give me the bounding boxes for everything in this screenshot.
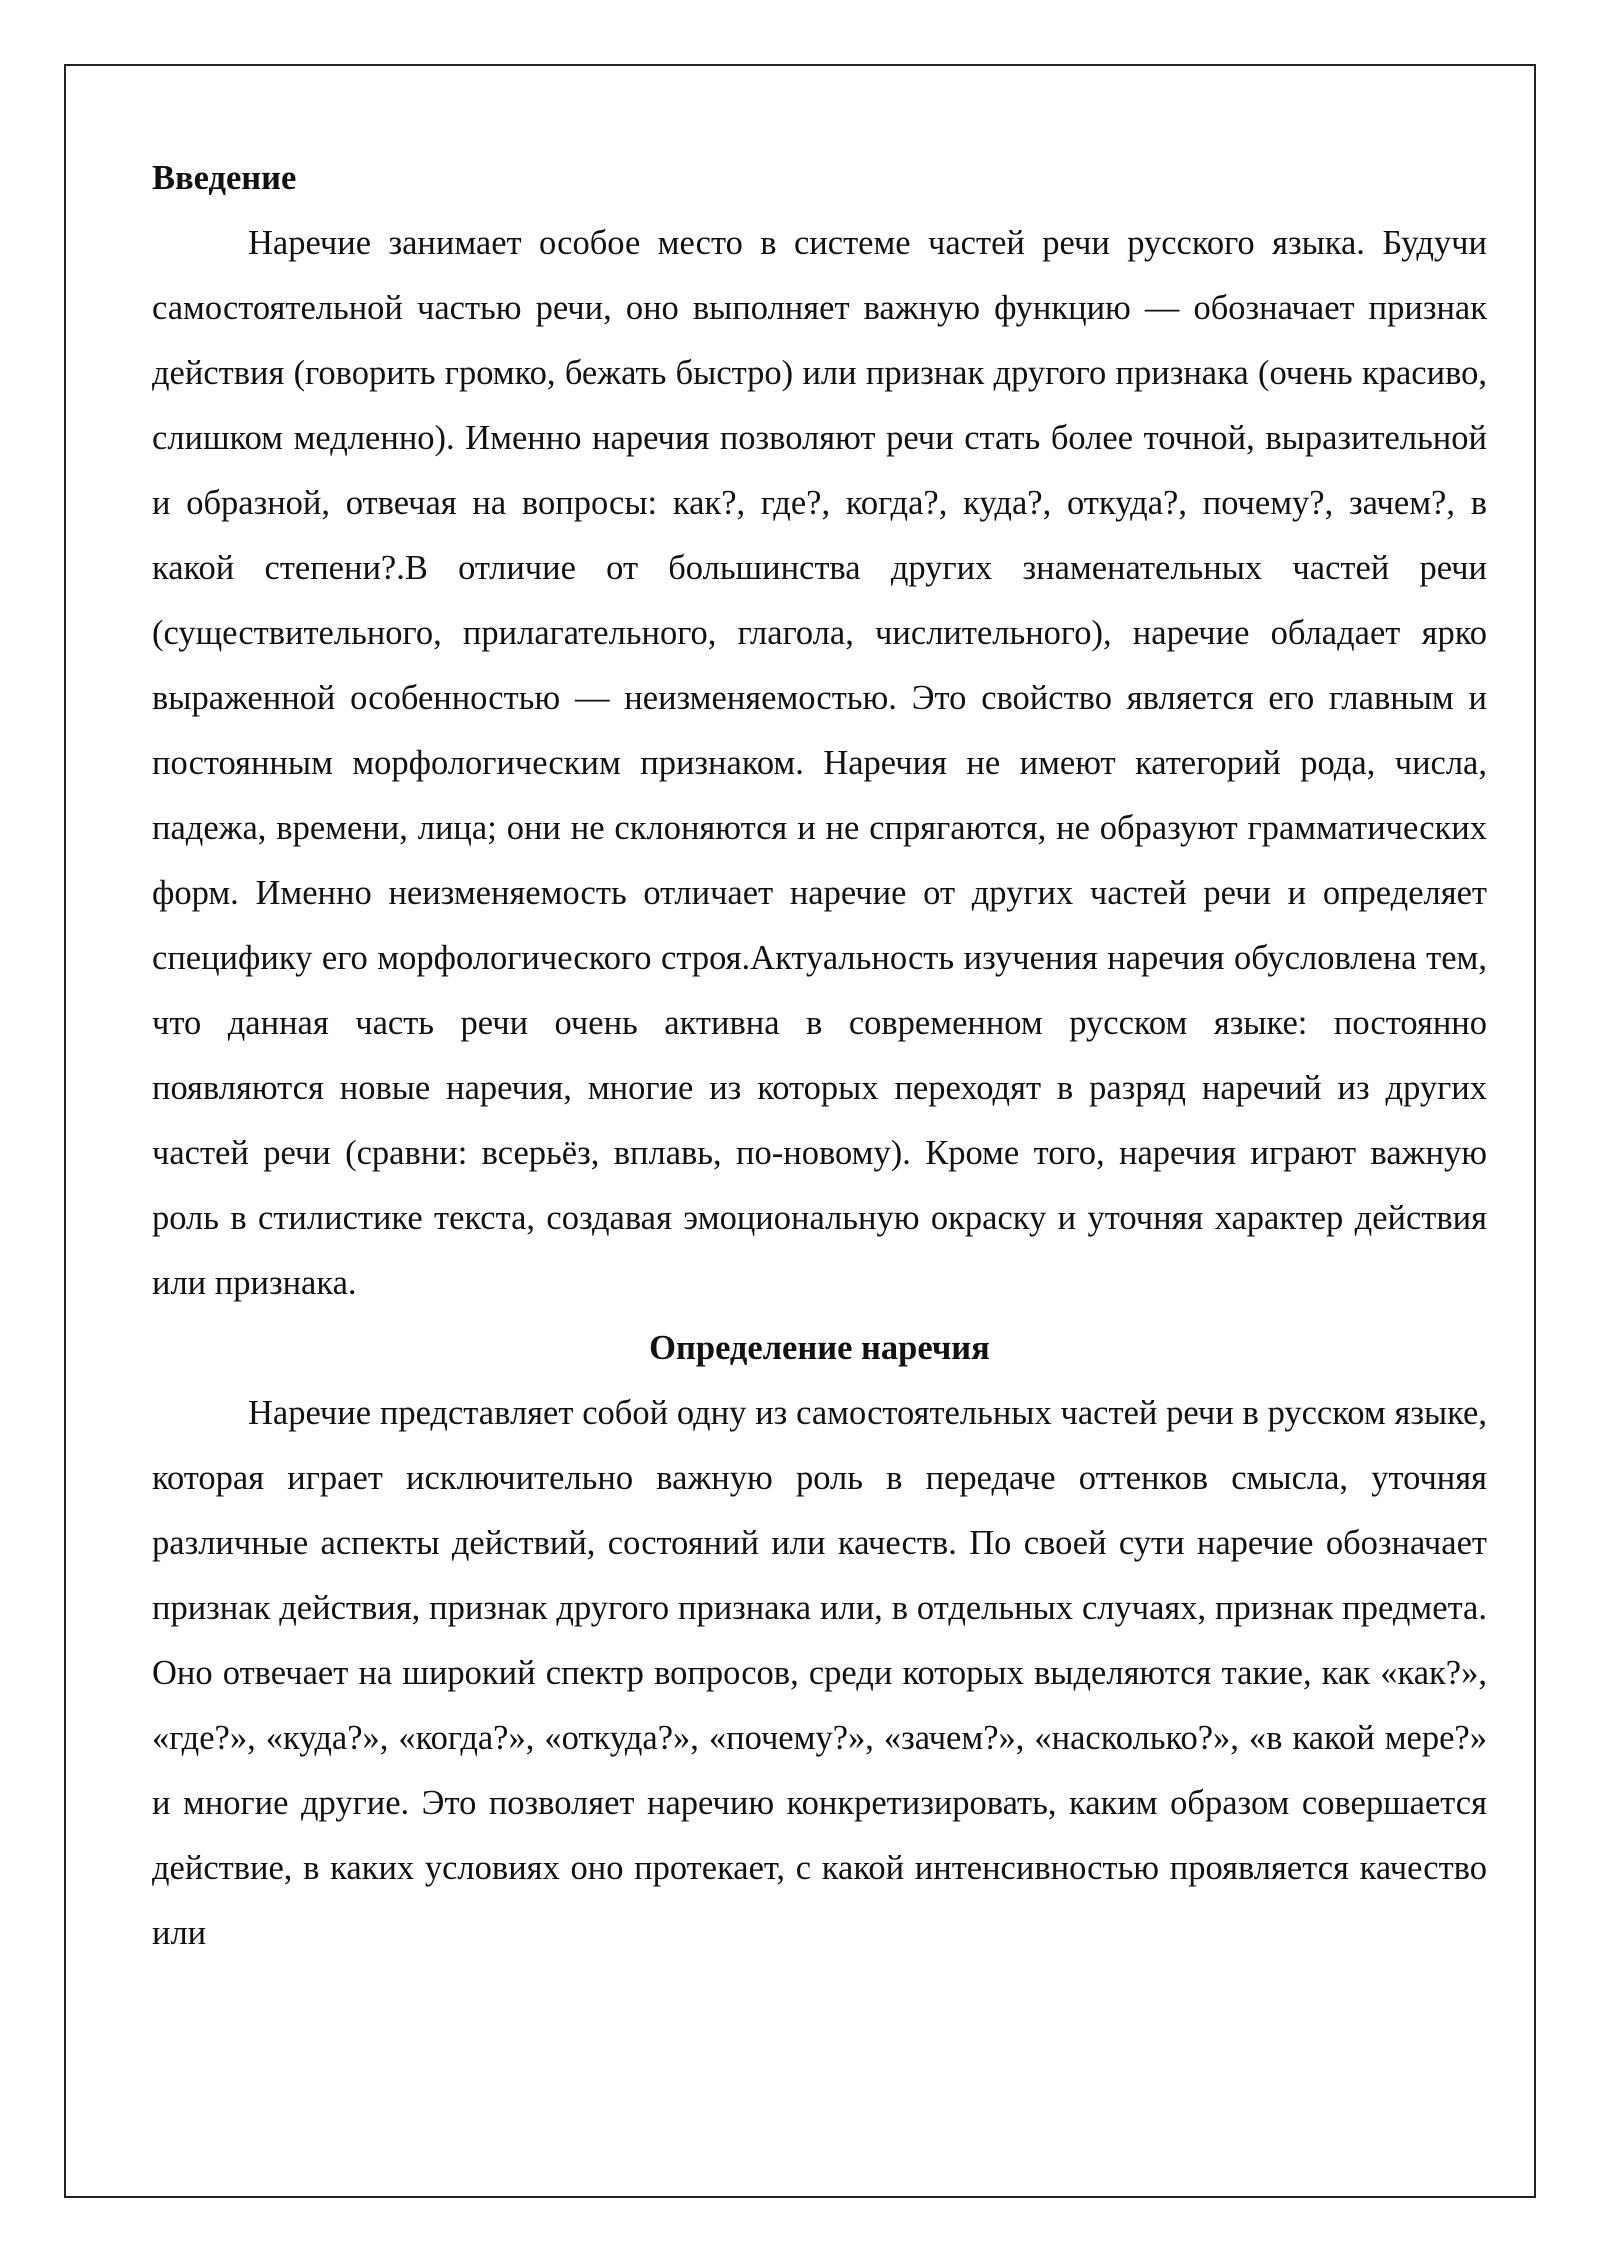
heading-introduction: Введение: [152, 159, 297, 197]
paragraph-introduction: Наречие занимает особое место в системе частей речи русского языка. Будучи самостоятельной частью речи, оно выполняет важную функцию — обозначает признак действия (говорить громко, бежать быстро) или признак другого признака (очень красиво, слишком медленно). Именно наречия позволяют речи стать более точной, выразительной и образной, отвечая на вопросы: как?, где?, когда?, куда?, откуда?, почему?, зачем?, в какой степени?.В отличие от большинства других знаменательных частей речи (существительного, прилагательного, глагола, числительного), наречие обладает ярко выраженной особенностью — неизменяемостью. Это свойство является его главным и постоянным морфологическим признаком. Наречия не имеют категорий рода, числа, падежа, времени, лица; они не склоняются и не спрягаются, не образуют грамматических форм. Именно неизменяемость отличает наречие от других частей речи и определяет специфику его морфологического строя.Актуальность изучения наречия обусловлена тем, что данная часть речи очень активна в современном русском языке: постоянно появляются новые наречия, многие из которых переходят в разряд наречий из других частей речи (сравни: всерьёз, вплавь, по-новому). Кроме того, наречия играют важную роль в стилистике текста, создавая эмоциональную окраску и уточняя характер действия или признака.: [152, 224, 1487, 1302]
paragraph-definition: Наречие представляет собой одну из самостоятельных частей речи в русском языке, которая играет исключительно важную роль в передаче оттенков смысла, уточняя различные аспекты действий, состояний или качеств. По своей сути наречие обозначает признак действия, признак другого признака или, в отдельных случаях, признак предмета. Оно отвечает на широкий спектр вопросов, среди которых выделяются такие, как «как?», «где?», «куда?», «когда?», «откуда?», «почему?», «зачем?», «насколько?», «в какой мере?» и многие другие. Это позволяет наречию конкретизировать, каким образом совершается действие, в каких условиях оно протекает, с какой интенсивностью проявляется качество или: [152, 1394, 1487, 1952]
heading-definition: Определение наречия: [649, 1329, 990, 1367]
document-body: [152, 146, 1487, 1966]
